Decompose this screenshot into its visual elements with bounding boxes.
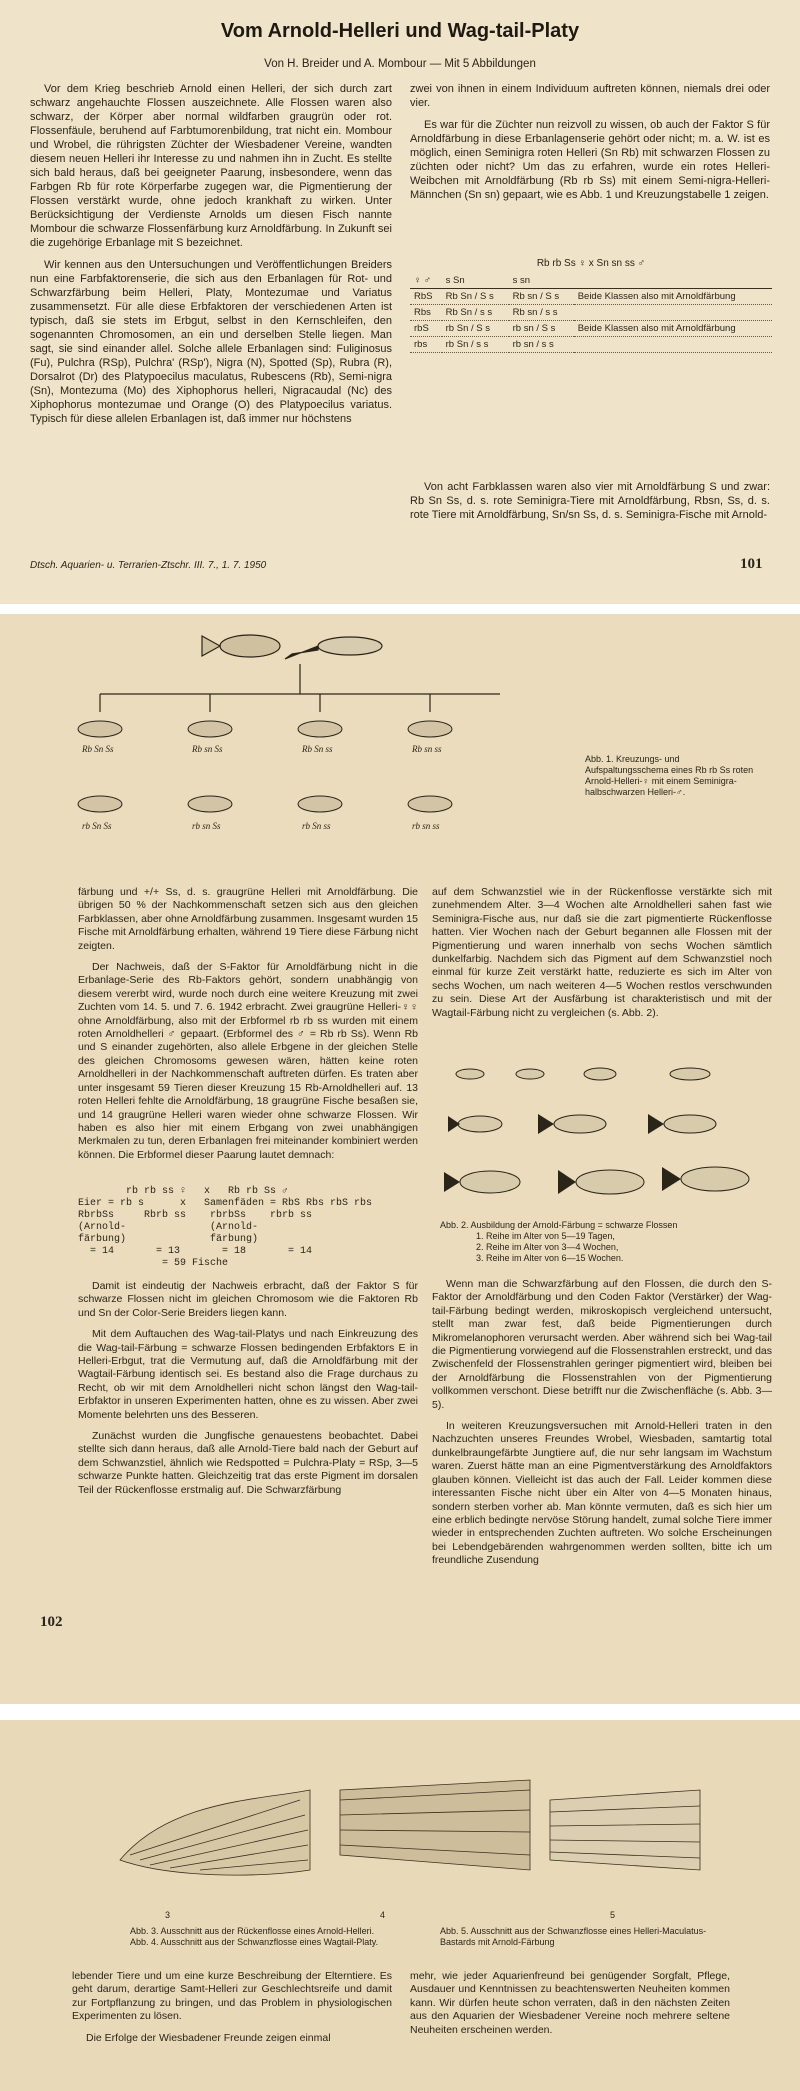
table-cell: rbs bbox=[410, 337, 442, 353]
article-title: Vom Arnold-Helleri und Wag-tail-Platy bbox=[220, 20, 580, 42]
paragraph: mehr, wie jeder Aquarienfreund bei genügender Sorgfalt, Pflege, Ausdauer und Kenntnissen zu beachtenswerten Neuheiten kommen kann. Wir dürfen heute schon verraten, daß in den nächsten Zeiten aus den Aquarien der Wiesbadener Vereine noch mehrere seltene Neuheiten erscheinen werden. bbox=[410, 1970, 730, 2036]
page-separator bbox=[0, 1704, 800, 1720]
figure-2-row: 2. Reihe im Alter von 3—4 Wochen, bbox=[476, 1242, 619, 1252]
figure-2-title: Abb. 2. Ausbildung der Arnold-Färbung = schwarze Flossen bbox=[440, 1220, 678, 1230]
page-separator bbox=[0, 604, 800, 614]
table-cell: rb sn / s s bbox=[509, 337, 574, 353]
table-cell bbox=[574, 305, 772, 321]
table-row bbox=[410, 289, 772, 305]
table-cell: Beide Klassen also mit Arnoldfärbung bbox=[574, 321, 772, 337]
formula-line: = 59 Fische bbox=[78, 1258, 229, 1269]
heredity-formula bbox=[78, 1186, 418, 1270]
genotype-label: rb Sn ss bbox=[302, 821, 331, 831]
formula-line: RbrbSs Rbrb ss rbrbSs rbrb ss bbox=[78, 1210, 313, 1221]
journal-footer: Dtsch. Aquarien- u. Terrarien-Ztschr. III. 7., 1. 7. 1950 bbox=[30, 560, 267, 571]
paragraph: Vor dem Krieg beschrieb Arnold einen Helleri, der sich durch zart schwarz angehauchte Flossen auszeichnete. Alle Flossen waren also schwarz, der Körper aber normal wildfarben graugrün oder rot. Flossenfäule, beruhend auf Farbtumorenbildung, trat nicht ein. Mombour und Wrobel, die rührigsten Züchter der Wiesbadener Vereine, wandten diesem neuen Helleri ihr Interesse zu und nahmen ihn in Zucht. Es stellte sich bald heraus, daß bei geeigneter Paarung, insbesondere, wenn das Farbgen Rb für rote Körperfarbe zugegen war, die Pigmentierung der Flossen verstärkt wurde, ohne jedoch krankhaft zu wirken. Unter Berücksichtigung der Verdienste Arnolds um diesen Fisch nannte Mombour die schwarze Flossenfärbung kurz Arnoldfärbung. In Zukunft sei die zugehörige Erbanlage mit S bezeichnet. bbox=[30, 83, 392, 249]
offspring-fish bbox=[298, 796, 342, 812]
tail-fin-drawing-hybrid bbox=[550, 1790, 700, 1870]
paragraph: In weiteren Kreuzungsversuchen mit Arnold-Helleri traten in den Nachzuchten unseres Freundes Wrobel, Wiesbaden, samtartig total dunkelbraungefärbte Jungtiere auf, die nur sehr langsam im Wachstum waren. Zuerst hätte man an eine Pigmentverstärkung des Arnoldfaktors glauben können. Vielleicht ist das auch der Fall. Leider kommen diese interessanten Fische nicht über ein Alter von 4—5 Monaten hinaus, sondern sterben vorher ab. Man könnte vermuten, daß es sich hier um eine erblich bedingte nervöse Störung handelt, zumal solche Tiere immer wieder in entsprechenden Zuchten auftreten. Wo solche Erscheinungen bei Lebendgebärenden wahrgenommen werden sollten, bitte ich um freundliche Zusendung bbox=[432, 1420, 772, 1567]
table-cell: Beide Klassen also mit Arnoldfärbung bbox=[574, 289, 772, 305]
formula-line: (Arnold- (Arnold- bbox=[78, 1222, 259, 1233]
page3-left-column bbox=[72, 1970, 392, 2053]
formula-line: färbung) färbung) bbox=[78, 1234, 259, 1245]
page-number: 102 bbox=[40, 1614, 63, 1630]
paragraph: Mit dem Auftauchen des Wag-tail-Platys und nach Einkreuzung des die Wag-tail-Färbung = schwarze Flossen bedingenden Erbfaktors E in Helleri-Erbgut, trat die Vermutung auf, daß die Arnoldfärbung mit der Wagtail-Färbung identisch sei. Es bestand also die Frage durchaus zu Recht, ob wir mit dem Arnoldhelleri nicht schon längst den Wag-tail-Erbfaktor in unseren Experimenten hatten, ohne es zu wissen. Aber zwei Momente belehrten uns des Besseren. bbox=[78, 1328, 418, 1421]
cross-table-block bbox=[410, 258, 772, 353]
tail-fin-drawing-wagtail bbox=[340, 1780, 530, 1870]
figure-2-caption bbox=[440, 1220, 770, 1264]
paragraph: Wenn man die Schwarzfärbung auf den Flossen, die durch den S-Faktor der Arnoldfärbung und den Coden Faktor (Verstärker) der Wag-tail-Färbung bedingt werden, mikroskopisch vergleichend untersucht, stellt man zwar fest, daß beide Pigmentierungen durch Mikromelanophoren verursacht werden. Aber während sich bei Wag-tail die Pigmentierung vorwiegend auf die Flossenstrahlen erstreckt, und das Zwischenfeld der Flossenstrahlen geringer pigmentiert wird, bleiben bei der Arnoldfärbung die Flossenstrahlen von der Pigmentierung vollkommen verschont. Diese betrifft nur die Zwischenfläche (s. Abb. 3—5). bbox=[432, 1278, 772, 1411]
page-103 bbox=[0, 1720, 800, 2091]
offspring-fish bbox=[408, 796, 452, 812]
page-102 bbox=[0, 614, 800, 1704]
genotype-label: rb Sn Ss bbox=[82, 821, 112, 831]
genotype-label: Rb sn ss bbox=[412, 744, 442, 754]
offspring-fish bbox=[78, 721, 122, 737]
paragraph: Der Nachweis, daß der S-Faktor für Arnoldfärbung nicht in die Erbanlage-Serie des Rb-Faktors gehört, sondern unabhängig von diesem vererbt wird, wurde noch durch eine weitere Kreuzung mit zwei Zuchten vom 14. 5. und 7. 6. 1942 erbracht. Zwei graugrüne Helleri-♀♀ ohne Arnoldfärbung, also mit der Erbformel rb rb ss wurden mit einem roten Arnoldhelleri ♂ gepaart. (Erbformel des ♂ = Rb rb Ss). Wenn Rb und S einander zugehörten, also allele Erbgene in der gleichen Stelle des gleichen Chromosoms gewesen wären, hätten keine roten Arnoldhelleri in der Nachkommenschaft auftreten dürfen. Es traten aber unter insgesamt 59 Tieren dieser Kreuzung 15 Rb-Arnoldhelleri auf. 13 roten Helleri fehlte die Arnoldfärbung, 18 graugrüne Fische besaßen sie, und 14 graugrüne Helleri waren wieder ohne schwarze Flossen. Wir haben es also hier mit einem Erbgang von zwei unabhängigen Merkmalen zu tun, deren Erbanlagen frei miteinander kombiniert werden können. Die Erbformel dieser Paarung lautet demnach: bbox=[78, 961, 418, 1161]
paragraph: Die Erfolge der Wiesbadener Freunde zeigen einmal bbox=[86, 2031, 331, 2044]
article-byline: Von H. Breider und A. Mombour — Mit 5 Abbildungen bbox=[264, 58, 536, 70]
cross-table-header: Rb rb Ss ♀ x Sn sn ss ♂ bbox=[536, 258, 646, 269]
parent-female-fish bbox=[220, 635, 280, 657]
figure-1-caption: Abb. 1. Kreuzungs- und Aufspaltungsschema eines Rb rb Ss roten Arnold-Helleri-♀ mit einem Seminigra-halbschwarzen Helleri-♂. bbox=[585, 754, 754, 797]
table-row bbox=[410, 337, 772, 353]
offspring-fish bbox=[298, 721, 342, 737]
page1-right-column-continued bbox=[410, 480, 770, 530]
genotype-label: rb sn ss bbox=[412, 821, 440, 831]
figure-number: 5 bbox=[610, 1910, 616, 1920]
paragraph: färbung und +/+ Ss, d. s. graugrüne Helleri mit Arnoldfärbung. Die übrigen 50 % der Nachkommenschaft setzen sich aus den gleichen Farbklassen, aber ohne Arnoldfärbung zusammen. Insgesamt wurden 15 Fische mit Arnoldfärbung erhalten, während 19 Tiere diese Färbung nicht zeigten. bbox=[78, 886, 418, 952]
paragraph: Wir kennen aus den Untersuchungen und Veröffentlichungen Breiders nun eine Farbfaktorenserie, die sich aus den Erbanlagen für Rot- und Schwarzfärbung beim Helleri, Platy, Montezumae und Variatus zusammensetzt. Für alle diese Erbfaktoren der verschiedenen Arten ist typisch, daß sie stets im Erbgut, selbst in den Kernschleifen, den sogenannten Chromosomen, an ein und derselben Stelle liegen. Man sagt, sie sind einander allel. Solche allele Erbanlagen sind: Fuliginosus (Fu), Pulchra (RSp), Pulchra' (RSp'), Nigra (N), Spotted (Sp), Rubra (R), Dorsalrot (Dr) des Platypoecilus maculatus, Rubescens (Rb), Semi-nigra (Sn), Montezuma (Mo) des Xiphophorus helleri, Nigracaudal (Nc) des Xiphophorus montezumae und Orange (O) des Platypoecilus variatus. Typisch für diese allelen Erbanlagen ist, daß immer nur höchstens bbox=[30, 259, 392, 425]
table-header-cell: ♀ ♂ bbox=[410, 273, 442, 289]
cross-table bbox=[410, 273, 772, 353]
figure-number: 3 bbox=[165, 1910, 171, 1920]
page1-right-column bbox=[410, 82, 770, 210]
formula-line: = 14 = 13 = 18 = 14 bbox=[78, 1246, 313, 1257]
page3-right-column bbox=[410, 1970, 730, 2045]
table-cell: rb Sn / S s bbox=[442, 321, 509, 337]
page2-right-column-continued bbox=[432, 1278, 772, 1576]
table-cell: RbS bbox=[410, 289, 442, 305]
development-stages-figure bbox=[440, 1054, 770, 1214]
offspring-fish bbox=[188, 796, 232, 812]
figure-5-caption: Abb. 5. Ausschnitt aus der Schwanzflosse eines Helleri-Maculatus-Bastards mit Arnold-Färbung bbox=[440, 1926, 707, 1947]
paragraph: Zunächst wurden die Jungfische genauestens beobachtet. Dabei stellte sich dann heraus, daß alle Arnold-Tiere bald nach der Geburt auf dem Schwanzstiel, ähnlich wie Redspotted = Pulchra-Platy = RSp, 3—5 schwarze Punkte hatten. Gleichzeitig trat das erste Pigment im dorsalen Teil der Rückenflosse erstmalig auf. Die Schwarzfärbung bbox=[78, 1430, 418, 1496]
crossing-scheme-figure bbox=[60, 624, 580, 874]
table-header-cell bbox=[574, 273, 772, 289]
parent-male-fish bbox=[318, 637, 382, 655]
table-cell: rb sn / S s bbox=[509, 321, 574, 337]
table-cell bbox=[574, 337, 772, 353]
page1-left-column bbox=[30, 82, 392, 434]
genotype-label: Rb Sn ss bbox=[302, 744, 333, 754]
table-cell: rbS bbox=[410, 321, 442, 337]
paragraph: Es war für die Züchter nun reizvoll zu wissen, ob auch der Faktor S für Arnoldfärbung in diese Erbanlagenserie gehört oder nicht; m. a. W. ist es möglich, einen Seminigra roten Helleri (Sn Rb) mit schwarzen Flossen zu züchten oder nicht? Um das zu erfahren, wurde ein rotes Helleri-Weibchen mit Arnoldfärbung (Rb rb Ss) mit einem Semi-nigra-Helleri-Männchen (Sn sn) gepaart, wie es Abb. 1 und Kreuzungstabelle 1 zeigen. bbox=[410, 119, 770, 201]
page2-left-column-continued bbox=[78, 1280, 418, 1505]
paragraph: auf dem Schwanzstiel wie in der Rückenflosse verstärkte sich mit zunehmendem Alter. 3—4 Wochen alte Arnoldhelleri sahen fast wie Seminigra-Fische aus, nur daß sie die zart pigmentierte Rückenflosse hatten. Vier Wochen nach der Geburt begannen alle Flossen mit der Pigmentierung und waren innerhalb von sechs Wochen sämtlich dunkelfarbig. Nachdem sich das Pigment auf dem Schwanzstiel noch einmal für kurze Zeit verstärkt hatte, reduzierte es sich im Alter von sechs Wochen, um nach weiteren 4—5 Wochen restlos verschwunden zu sein. Diese Art der Ausfärbung ist charakteristisch und mit der Wagtail-Färbung nicht zu vergleichen (s. Abb. 2). bbox=[432, 886, 772, 1019]
table-cell: Rb sn / S s bbox=[509, 289, 574, 305]
figure-2-row: 1. Reihe im Alter von 5—19 Tagen, bbox=[476, 1231, 615, 1241]
offspring-fish bbox=[188, 721, 232, 737]
paragraph: Damit ist eindeutig der Nachweis erbracht, daß der Faktor S für schwarze Flossen nicht im gleichen Chromosom wie die Faktoren Rb und Sn der Color-Serie Breiders liegen kann. bbox=[78, 1280, 418, 1319]
paragraph: lebender Tiere und um eine kurze Beschreibung der Elterntiere. Es geht darum, derartige Samt-Helleri zur Geschlechtsreife und damit zur Fortpflanzung zu bringen, und das Problem in physiologischen Experimenten zu lösen. bbox=[72, 1970, 392, 2023]
table-cell: Rb Sn / S s bbox=[442, 289, 509, 305]
table-row bbox=[410, 305, 772, 321]
offspring-fish bbox=[408, 721, 452, 737]
genotype-label: Rb Sn Ss bbox=[82, 744, 114, 754]
formula-line: rb rb ss ♀ x Rb rb Ss ♂ bbox=[78, 1186, 289, 1197]
table-header-cell: s sn bbox=[509, 273, 574, 289]
offspring-fish bbox=[78, 796, 122, 812]
figure-2-row: 3. Reihe im Alter von 6—15 Wochen. bbox=[476, 1253, 624, 1263]
table-cell: Rb Sn / s s bbox=[442, 305, 509, 321]
genotype-label: Rb sn Ss bbox=[192, 744, 223, 754]
page-101 bbox=[0, 0, 800, 604]
figure-3-4-caption: Abb. 3. Ausschnitt aus der Rückenflosse eines Arnold-Helleri. Abb. 4. Ausschnitt aus der Schwanzflosse eines Wagtail-Platy. bbox=[130, 1926, 379, 1947]
page-number: 101 bbox=[740, 556, 763, 572]
table-cell: Rbs bbox=[410, 305, 442, 321]
table-row bbox=[410, 321, 772, 337]
figure-number: 4 bbox=[380, 1910, 386, 1920]
page2-right-column bbox=[432, 886, 772, 1028]
paragraph: Von acht Farbklassen waren also vier mit Arnoldfärbung S und zwar: Rb Sn Ss, d. s. rote Seminigra-Tiere mit Arnoldfärbung, Rbsn, Ss, d. s. rote Tiere mit Arnoldfärbung, Sn/sn Ss, d. s. Seminigra-Fische mit Arnold- bbox=[410, 481, 770, 521]
table-cell: rb Sn / s s bbox=[442, 337, 509, 353]
table-header-cell: s Sn bbox=[442, 273, 509, 289]
paragraph: zwei von ihnen in einem Individuum auftreten können, niemals drei oder vier. bbox=[410, 83, 770, 109]
formula-line: Eier = rb s x Samenfäden = RbS Rbs rbS rbs bbox=[78, 1198, 373, 1209]
page2-left-column bbox=[78, 886, 418, 1170]
genotype-label: rb sn Ss bbox=[192, 821, 221, 831]
fin-detail-figures bbox=[110, 1760, 710, 1900]
table-cell: Rb sn / s s bbox=[509, 305, 574, 321]
